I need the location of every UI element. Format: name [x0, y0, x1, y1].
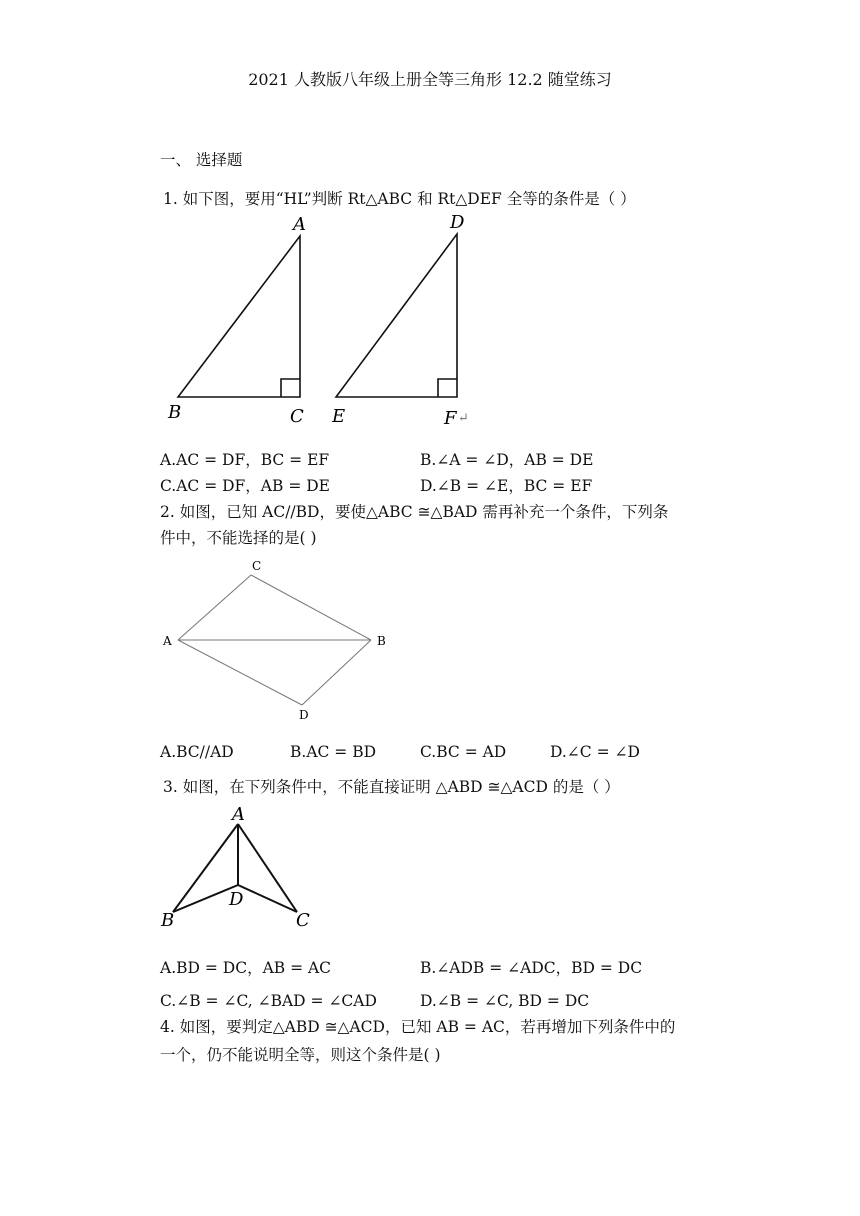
q1-option-d: D.∠B = ∠E，BC = EF: [420, 477, 593, 495]
q1-option-a: A.AC = DF，BC = EF: [160, 451, 330, 469]
page-title: 2021 人教版八年级上册全等三角形 12.2 随堂练习: [248, 70, 612, 89]
label-f: F: [444, 408, 457, 429]
label-a: A: [232, 804, 245, 825]
q2-figure: [155, 555, 395, 725]
segment-db: [302, 640, 371, 705]
triangle-abc: [178, 236, 300, 397]
label-d: D: [299, 708, 309, 722]
q4-stem-line1: 4. 如图，要判定△ABD ≅△ACD，已知 AB = AC，若再增加下列条件中的: [160, 1018, 676, 1036]
label-d: D: [450, 212, 465, 233]
return-mark-icon: ↵: [458, 411, 469, 426]
label-c: C: [290, 406, 304, 427]
q3-option-d: D.∠B = ∠C, BD = DC: [420, 992, 590, 1010]
q2-stem-line2: 件中，不能选择的是( ): [160, 529, 317, 547]
label-e: E: [332, 406, 346, 427]
label-b: B: [168, 402, 182, 423]
q2-option-a: A.BC//AD: [160, 743, 234, 761]
q3-option-c: C.∠B = ∠C, ∠BAD = ∠CAD: [160, 992, 377, 1010]
label-a: A: [293, 214, 306, 235]
q1-option-c: C.AC = DF，AB = DE: [160, 477, 330, 495]
q2-option-b: B.AC = BD: [290, 743, 377, 761]
q3-figure: [155, 800, 325, 935]
right-angle-c: [281, 379, 300, 397]
q3-option-b: B.∠ADB = ∠ADC，BD = DC: [420, 959, 643, 977]
q3-stem: 3. 如图，在下列条件中，不能直接证明 △ABD ≅△ACD 的是（ ）: [163, 778, 620, 796]
segment-ad: [178, 640, 302, 705]
segment-cb: [251, 575, 371, 640]
segment-ac: [178, 575, 251, 640]
label-b: B: [161, 910, 175, 931]
q2-stem-line1: 2. 如图，已知 AC//BD，要使△ABC ≅△BAD 需再补充一个条件，下列条: [160, 503, 669, 521]
q1-stem: 1. 如下图，要用“HL”判断 Rt△ABC 和 Rt△DEF 全等的条件是（ ）: [163, 190, 636, 208]
section-heading: 一、 选择题: [160, 151, 243, 169]
q2-option-c: C.BC = AD: [420, 743, 507, 761]
q3-option-a: A.BD = DC，AB = AC: [160, 959, 332, 977]
label-c: C: [252, 559, 262, 573]
right-angle-f: [438, 379, 457, 397]
label-b: B: [377, 634, 386, 648]
label-a: A: [163, 634, 172, 648]
q1-option-b: B.∠A = ∠D，AB = DE: [420, 451, 594, 469]
triangle-def: [336, 234, 457, 397]
label-d: D: [229, 889, 244, 910]
q4-stem-line2: 一个，仍不能说明全等，则这个条件是( ): [160, 1046, 441, 1064]
label-c: C: [296, 910, 310, 931]
q2-option-d: D.∠C = ∠D: [550, 743, 640, 761]
q1-figure: [160, 210, 500, 435]
